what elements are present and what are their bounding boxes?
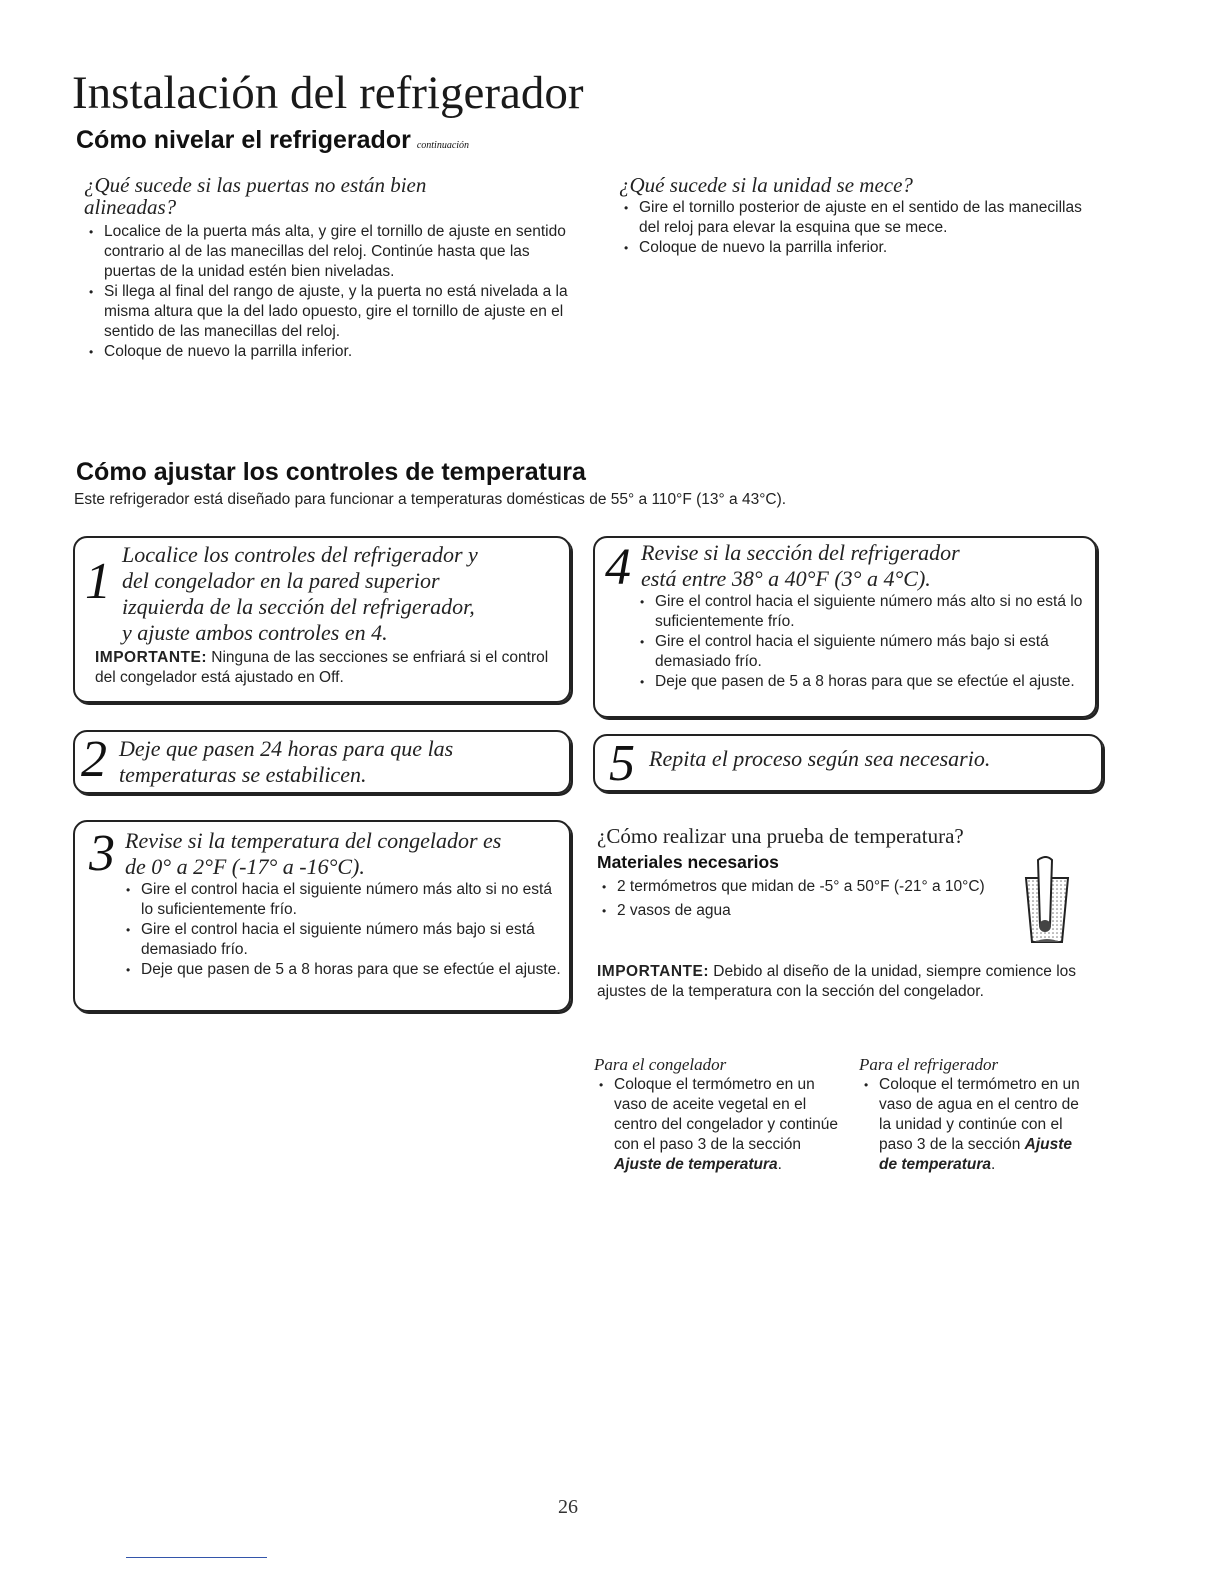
- rocks-bullet-list: [619, 198, 1089, 258]
- step-4-box: [593, 536, 1097, 718]
- step-2-line: temperaturas se estabilicen.: [119, 762, 367, 787]
- doors-alignment-block: [84, 174, 574, 362]
- important-text: Debido al diseño de la unidad, siempre comience los ajustes de la temperatura con la sección del congelador.: [597, 963, 1077, 1000]
- fridge-emphasis: Ajuste de temperatura: [879, 1136, 1072, 1173]
- step-3-number: 3: [89, 825, 115, 882]
- step-3-text: [125, 828, 565, 880]
- step-4-number: 4: [605, 539, 631, 596]
- step-1-important: [95, 648, 565, 688]
- step-2-box: [73, 730, 571, 794]
- important-label: IMPORTANTE:: [597, 963, 709, 980]
- step-3-line: Revise si la temperatura del congelador es: [125, 828, 502, 853]
- doors-bullet-list: [84, 222, 574, 362]
- step-4-bullet-list: [635, 592, 1085, 692]
- list-item: • Gire el control hacia el siguiente número más alto si no está lo suficientemente frío.: [121, 880, 561, 920]
- list-item: [594, 1075, 844, 1175]
- important-label: IMPORTANTE:: [95, 649, 207, 666]
- list-item: • Coloque de nuevo la parrilla inferior.: [84, 342, 574, 362]
- section-heading-leveling: [76, 126, 469, 155]
- freezer-list: [594, 1075, 844, 1175]
- list-item: • Gire el control hacia el siguiente número más bajo si está demasiado frío.: [635, 632, 1085, 672]
- section-heading-leveling-text: Cómo nivelar el refrigerador: [76, 126, 411, 154]
- step-1-line: Localice los controles del refrigerador y: [122, 542, 478, 567]
- list-item: • Si llega al final del rango de ajuste, y la puerta no está nivelada a la misma altura que la del lado opuesto, gire el tornillo de ajuste en el sentido de las manecillas del reloj.: [84, 282, 574, 342]
- step-1-line: izquierda de la sección del refrigerador,: [122, 594, 475, 619]
- footer-divider: [126, 1557, 267, 1558]
- freezer-text: Coloque el termómetro en un vaso de aceite vegetal en el centro del congelador y continúe con el paso 3 de la sección: [614, 1076, 839, 1153]
- doors-question-line2: alineadas?: [84, 195, 177, 219]
- list-item: • Gire el tornillo posterior de ajuste en el sentido de las manecillas del reloj para elevar la esquina que se mece.: [619, 198, 1089, 238]
- unit-rocks-block: [619, 174, 1089, 258]
- list-item: • 2 termómetros que midan de -5° a 50°F (-21° a 10°C): [597, 877, 1017, 897]
- step-1-line: y ajuste ambos controles en 4.: [122, 620, 388, 645]
- list-item: • Coloque de nuevo la parrilla inferior.: [619, 238, 1089, 258]
- step-3-line: de 0° a 2°F (-17° a -16°C).: [125, 854, 365, 879]
- step-2-text: [119, 736, 559, 788]
- step-3-bullet-list: [121, 880, 561, 980]
- continued-label: continuación: [416, 140, 470, 151]
- fridge-text: Coloque el termómetro en un vaso de agua en el centro de la unidad y continúe con el paso 3 de la sección: [879, 1076, 1080, 1153]
- step-4-line: Revise si la sección del refrigerador: [641, 540, 960, 565]
- fridge-title: Para el refrigerador: [859, 1055, 999, 1074]
- freezer-column: [594, 1055, 844, 1175]
- freezer-emphasis: Ajuste de temperatura: [614, 1156, 778, 1173]
- materials-list: [597, 877, 1017, 921]
- doors-question-line1: ¿Qué sucede si las puertas no están bien: [84, 173, 427, 197]
- freezer-end: .: [777, 1156, 782, 1173]
- list-item: • 2 vasos de agua: [597, 901, 1017, 921]
- doors-question: [84, 174, 574, 218]
- step-2-number: 2: [81, 731, 107, 788]
- step-4-line: está entre 38° a 40°F (3° a 4°C).: [641, 566, 931, 591]
- step-5-text: Repita el proceso según sea necesario.: [649, 746, 991, 771]
- fridge-column: [859, 1055, 1087, 1175]
- list-item: • Gire el control hacia el siguiente número más alto si no está lo suficientemente frío.: [635, 592, 1085, 632]
- step-2-line: Deje que pasen 24 horas para que las: [119, 736, 454, 761]
- list-item: • Deje que pasen de 5 a 8 horas para que se efectúe el ajuste.: [121, 960, 561, 980]
- page-number: 26: [558, 1496, 578, 1518]
- step-5-number: 5: [609, 735, 635, 792]
- rocks-question: ¿Qué sucede si la unidad se mece?: [619, 173, 913, 197]
- step-4-text: [641, 540, 1081, 592]
- fridge-end: .: [990, 1156, 996, 1173]
- fridge-list: [859, 1075, 1087, 1175]
- test-important: [597, 962, 1092, 1002]
- page-title: Instalación del refrigerador: [72, 67, 584, 119]
- step-1-line: del congelador en la pared superior: [122, 568, 440, 593]
- list-item: [859, 1075, 1087, 1175]
- freezer-title: Para el congelador: [594, 1055, 727, 1074]
- list-item: • Deje que pasen de 5 a 8 horas para que se efectúe el ajuste.: [635, 672, 1085, 692]
- list-item: • Gire el control hacia el siguiente número más bajo si está demasiado frío.: [121, 920, 561, 960]
- temperature-test-question: ¿Cómo realizar una prueba de temperatura?: [597, 824, 964, 848]
- thermometer-glass-icon: [1016, 856, 1078, 946]
- step-1-box: [73, 536, 571, 703]
- important-text: Ninguna de las secciones se enfriará si el control del congelador está ajustado en Off.: [95, 649, 549, 686]
- step-5-box: [593, 734, 1103, 792]
- list-item: • Localice de la puerta más alta, y gire el tornillo de ajuste en sentido contrario al de las manecillas del reloj. Continúe hasta que las puertas de la unidad estén bien niveladas.: [84, 222, 574, 282]
- step-3-box: [73, 820, 571, 1012]
- materials-title: Materiales necesarios: [597, 852, 779, 872]
- section-heading-temperature: Cómo ajustar los controles de temperatura: [76, 458, 586, 486]
- temperature-intro: Este refrigerador está diseñado para funcionar a temperaturas domésticas de 55° a 110°F (13° a 43°C).: [74, 491, 787, 508]
- step-1-number: 1: [85, 553, 111, 610]
- step-1-text: [122, 542, 562, 646]
